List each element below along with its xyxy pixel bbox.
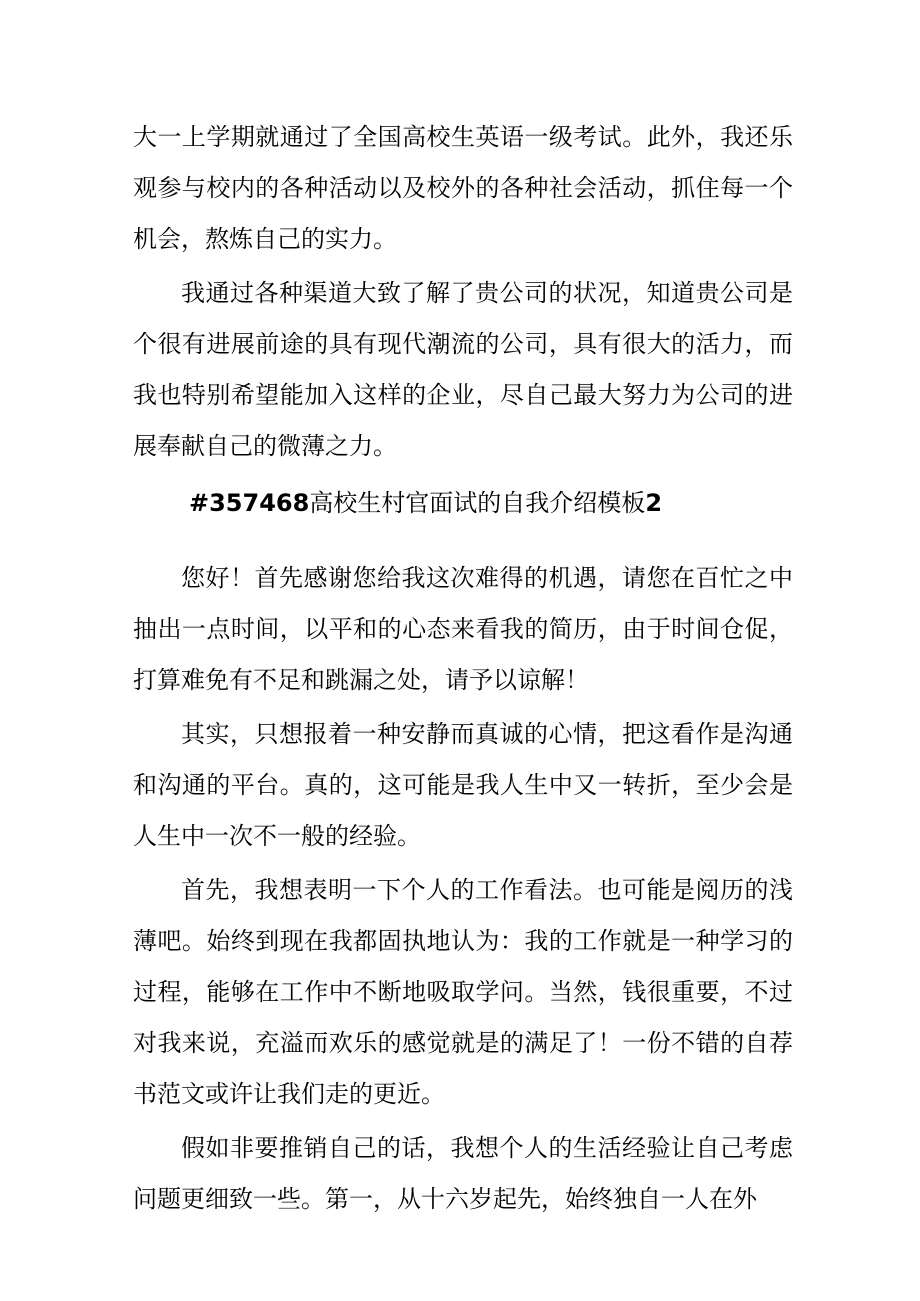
paragraph-work-attitude: 首先，我想表明一下个人的工作看法。也可能是阅历的浅薄吧。始终到现在我都固执地认为：我的工作就是一种学习的过程，能够在工作中不断地吸取学问。当然，钱很重要，不过对我来说，充溢而欢乐的感觉就是的满足了！一份不错的自荐书范文或许让我们走的更近。 [133, 876, 793, 1108]
heading-title: 高校生村官面试的自我介绍模板 [309, 489, 646, 517]
heading-index: 2 [645, 489, 663, 517]
paragraph-continuation: 大一上学期就通过了全国高校生英语一级考试。此外，我还乐观参与校内的各种活动以及校外的各种社会活动，抓住每一个机会，熬炼自己的实力。 [133, 123, 793, 253]
paragraph-company: 我通过各种渠道大致了解了贵公司的状况，知道贵公司是个很有进展前途的具有现代潮流的公司，具有很大的活力，而我也特别希望能加入这样的企业，尽自己最大努力为公司的进展奉献自己的微薄之力。 [133, 279, 793, 460]
paragraph-greeting: 您好！首先感谢您给我这次难得的机遇，请您在百忙之中抽出一点时间，以平和的心态来看我的简历，由于时间仓促，打算难免有不足和跳漏之处，请予以谅解！ [133, 564, 793, 694]
section-heading [133, 478, 793, 529]
paragraph-self-promotion: 假如非要推销自己的话，我想个人的生活经验让自己考虑问题更细致一些。第一，从十六岁起先，始终独自一人在外 [133, 1134, 793, 1213]
paragraph-sincere: 其实，只想报着一种安静而真诚的心情，把这看作是沟通和沟通的平台。真的，这可能是我人生中又一转折，至少会是人生中一次不一般的经验。 [133, 720, 793, 850]
document-body [133, 112, 793, 1228]
heading-number: #357468 [189, 489, 310, 517]
